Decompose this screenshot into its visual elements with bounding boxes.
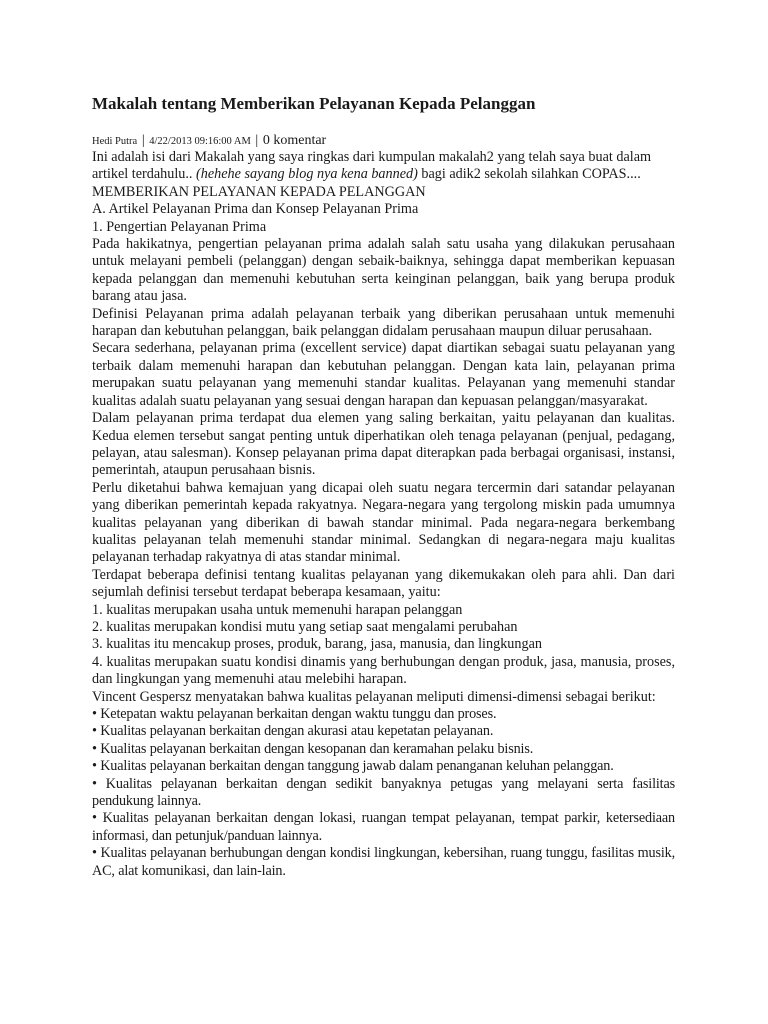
main-heading: MEMBERIKAN PELAYANAN KEPADA PELANGGAN (92, 183, 426, 200)
post-meta (92, 132, 675, 149)
bullet-item: • Ketepatan waktu pelayanan berkaitan dengan waktu tunggu dan proses. (92, 706, 497, 722)
bullet-item: • Kualitas pelayanan berhubungan dengan kondisi lingkungan, kebersihan, ruang tunggu, fasilitas musik, AC, alat komunikasi, dan lain-lain. (92, 845, 675, 879)
bullet-item: • Kualitas pelayanan berkaitan dengan tanggung jawab dalam penanganan keluhan pelanggan. (92, 758, 614, 775)
article-body (92, 149, 675, 880)
paragraph: Perlu diketahui bahwa kemajuan yang dicapai oleh suatu negara tercermin dari satandar pelayanan yang diberikan pemerintah kepada rakyatnya. Negara-negara yang tergolong miskin pada umumnya kualitas pelayanan yang diberikan di bawah standar minimal. Pada negara-negara berkembang kualitas pelayanan telah memenuhi standar minimal. Sedangkan di negara-negara maju kualitas pelayanan terhadap rakyatnya di atas standar minimal. (92, 479, 675, 566)
bullet-item: • Kualitas pelayanan berkaitan dengan lokasi, ruangan tempat pelayanan, tempat parkir, ketersediaan informasi, dan petunjuk/panduan lainnya. (92, 810, 675, 844)
intro-paragraph (92, 149, 675, 184)
intro-text: Ini adalah isi dari Makalah yang saya ringkas dari kumpulan makalah2 yang telah saya buat dalam artikel terdahulu.. (92, 149, 652, 183)
section-heading: A. Artikel Pelayanan Prima dan Konsep Pelayanan Prima (92, 201, 419, 218)
paragraph: Dalam pelayanan prima terdapat dua elemen yang saling berkaitan, yaitu pelayanan dan kualitas. Kedua elemen tersebut sangat penting untuk diperhatikan oleh tenaga pelayanan (penjual, pedagang, pelayan, atau salesman). Konsep pelayanan prima dapat diterapkan pada berbagai organisasi, instansi, pemerintah, ataupun perusahaan bisnis. (92, 410, 675, 479)
intro-text-end: bagi adik2 sekolah silahkan COPAS.... (417, 166, 641, 183)
paragraph: Pada hakikatnya, pengertian pelayanan prima adalah salah satu usaha yang dilakukan perusahaan untuk melayani pembeli (pelanggan) dengan sebaik-baiknya, sehingga dapat memberikan kepuasan kepada pelanggan dan memenuhi kebutuhan serta keinginan pelanggan, baik yang berupa produk barang atau jasa. (92, 236, 675, 305)
bullet-item: • Kualitas pelayanan berkaitan dengan sedikit banyaknya petugas yang melayani serta fasilitas pendukung lainnya. (92, 775, 675, 810)
bullet-item: • Kualitas pelayanan berkaitan dengan akurasi atau kepetatan pelayanan. (92, 723, 494, 740)
bullet-item: • Kualitas pelayanan berkaitan dengan kesopanan dan keramahan pelaku bisnis. (92, 740, 534, 757)
post-datetime: 4/22/2013 09:16:00 AM (149, 136, 251, 147)
article-title: Makalah tentang Memberikan Pelayanan Kepada Pelanggan (92, 94, 536, 113)
intro-italic-note: (hehehe sayang blog nya kena banned) (196, 166, 418, 183)
meta-separator: | (255, 133, 259, 148)
paragraph: Vincent Gespersz menyatakan bahwa kualitas pelayanan meliputi dimensi-dimensi sebagai berikut: (92, 688, 656, 705)
paragraph: Secara sederhana, pelayanan prima (excellent service) dapat diartikan sebagai suatu pelayanan yang terbaik dalam memenuhi harapan dan kebutuhan pelanggan. Dengan kata lain, pelayanan prima merupakan suatu pelayanan yang memenuhi standar kualitas. Pelayanan yang memenuhi standar kualitas adalah suatu pelayanan yang sesuai dengan harapan dan kepuasan pelanggan/masyarakat. (92, 340, 675, 409)
meta-separator: | (141, 133, 145, 148)
comment-count: 0 komentar (262, 133, 327, 148)
numbered-item: 4. kualitas merupakan suatu kondisi dinamis yang berhubungan dengan produk, jasa, manusia, proses, dan lingkungan yang memenuhi atau melebihi harapan. (92, 653, 675, 688)
numbered-item: 1. kualitas merupakan usaha untuk memenuhi harapan pelanggan (92, 601, 463, 618)
author-name: Hedi Putra (92, 136, 138, 147)
numbered-item: 2. kualitas merupakan kondisi mutu yang setiap saat mengalami perubahan (92, 618, 518, 635)
dimension-list (92, 706, 675, 880)
subsection-heading: 1. Pengertian Pelayanan Prima (92, 218, 267, 235)
numbered-item: 3. kualitas itu mencakup proses, produk, barang, jasa, manusia, dan lingkungan (92, 636, 542, 653)
document-page (92, 93, 675, 880)
paragraph: Definisi Pelayanan prima adalah pelayanan terbaik yang diberikan perusahaan untuk memenuhi harapan dan kebutuhan pelanggan, baik pelanggan didalam perusahaan maupun diluar perusahaan. (92, 305, 675, 340)
paragraph: Terdapat beberapa definisi tentang kualitas pelayanan yang dikemukakan oleh para ahli. Dan dari sejumlah definisi tersebut terdapat beberapa kesamaan, yaitu: (92, 566, 675, 601)
